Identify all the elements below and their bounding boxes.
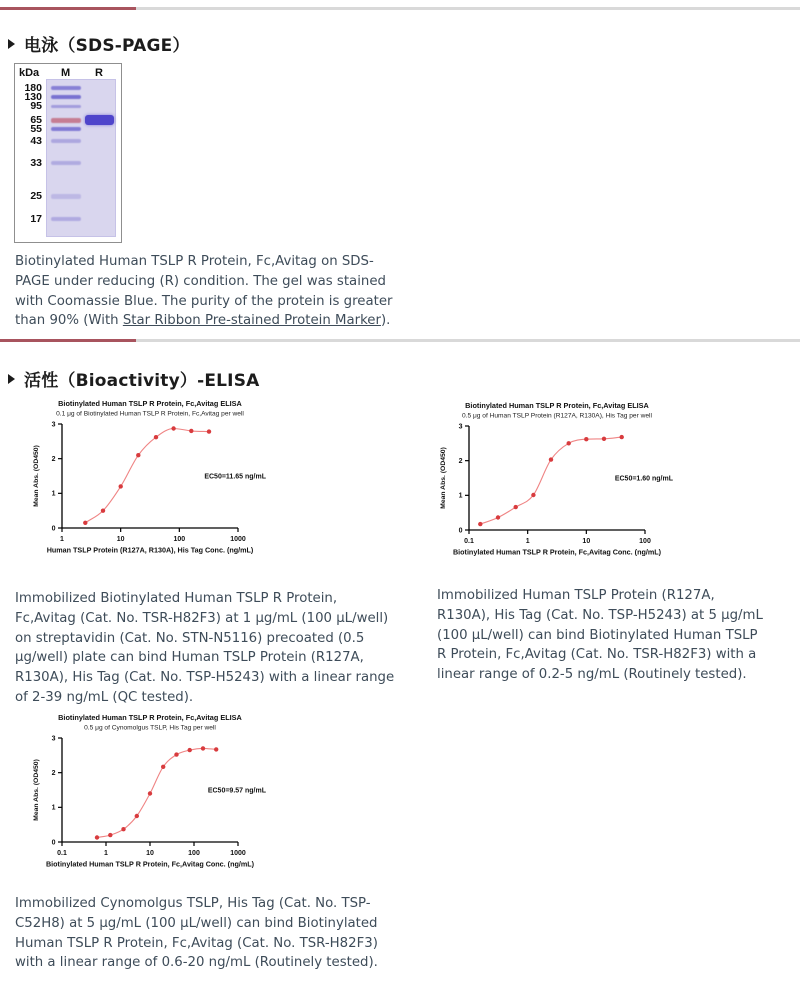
bioactivity-heading-text: 活性（Bioactivity）-ELISA: [24, 371, 260, 391]
x-tick-label: 10: [116, 536, 125, 543]
data-point: [148, 791, 152, 795]
data-point: [478, 522, 482, 526]
section-divider-bioactivity: [0, 339, 800, 342]
elisa-chart-3: [22, 708, 294, 882]
section-divider-top: [0, 7, 800, 10]
gel-kda-value-17: 17: [30, 213, 42, 225]
gel-kda-value-25: 25: [30, 190, 42, 202]
dose-response-curve: [480, 437, 621, 524]
gel-marker-band-180: [51, 86, 81, 90]
x-tick-label: 100: [639, 538, 651, 545]
data-point: [174, 752, 178, 756]
y-tick-label: 1: [458, 492, 463, 500]
divider-accent-bar: [0, 339, 136, 342]
gel-lane-r-label: R: [95, 67, 103, 79]
x-axis-label: Biotinylated Human TSLP R Protein, Fc,Avitag Conc. (ng/mL): [45, 859, 255, 869]
gel-kda-header: kDa: [19, 67, 40, 79]
gel-marker-band-95: [51, 105, 81, 108]
gel-marker-band-55: [51, 127, 81, 131]
data-point: [549, 457, 553, 461]
y-tick-label: 0: [51, 525, 56, 533]
gel-kda-value-55: 55: [30, 123, 42, 135]
x-tick-label: 100: [188, 850, 200, 857]
y-tick-label: 2: [51, 770, 56, 778]
gel-kda-value-65: 65: [30, 114, 42, 126]
data-point: [514, 505, 518, 509]
gel-kda-value-130: 130: [24, 91, 42, 103]
x-axis-label: Biotinylated Human TSLP R Protein, Fc,Avitag Conc. (ng/mL): [452, 547, 662, 557]
ec50-annotation: EC50=9.57 ng/mL: [207, 787, 266, 795]
data-point: [161, 765, 165, 769]
x-tick-label: 1: [60, 536, 64, 543]
elisa-chart-1-svg: [22, 394, 294, 564]
elisa-chart-2: [429, 396, 701, 570]
data-point: [136, 453, 140, 457]
sds-page-heading: [8, 31, 190, 56]
data-point: [101, 509, 105, 513]
y-tick-label: 0: [51, 839, 56, 847]
data-point: [207, 429, 211, 433]
gel-kda-value-33: 33: [30, 157, 42, 169]
y-tick-label: 2: [51, 456, 56, 464]
gel-marker-band-130: [51, 95, 81, 99]
x-tick-label: 1000: [230, 850, 246, 857]
gel-marker-band-43: [51, 139, 81, 143]
gel-kda-value-180: 180: [24, 82, 42, 94]
sds-description-part2: ).: [380, 313, 391, 329]
y-tick-label: 3: [51, 735, 56, 743]
elisa-description-3: Immobilized Cynomolgus TSLP, His Tag (Cat. No. TSP-C52H8) at 5 μg/mL (100 μL/well) can bind Biotinylated Human TSLP R Protein, Fc,Avitag (Cat. No. TSR-H82F3) with a linear range of 0.6-20 ng/mL (Routinely tested).: [15, 896, 378, 971]
y-tick-label: 3: [458, 423, 463, 431]
data-point: [567, 441, 571, 445]
chart-subtitle: 0.1 μg of Biotinylated Human TSLP R Protein, Fc,Avitag per well: [56, 410, 244, 418]
data-point: [531, 493, 535, 497]
y-tick-label: 0: [458, 527, 463, 535]
elisa-chart-3-svg: [22, 708, 294, 878]
gel-kda-value-95: 95: [30, 100, 42, 112]
dose-response-curve: [97, 748, 216, 837]
elisa-description-1: Immobilized Biotinylated Human TSLP R Protein, Fc,Avitag (Cat. No. TSR-H82F3) at 1 μg/mL (100 μL/well) on streptavidin (Cat. No. STN-N5116) precoated (0.5 μg/well) plate can bind Human TSLP Protein (R127A, R130A), His Tag (Cat. No. TSP-H5243) with a linear range of 2-39 ng/mL (QC tested).: [15, 591, 395, 705]
chart-title: Biotinylated Human TSLP R Protein, Fc,Avitag ELISA: [465, 401, 649, 410]
chart-title: Biotinylated Human TSLP R Protein, Fc,Avitag ELISA: [58, 399, 242, 408]
divider-accent-bar: [0, 7, 136, 10]
x-tick-label: 1: [525, 538, 530, 545]
gel-slab: [46, 79, 116, 237]
y-tick-label: 1: [51, 804, 56, 812]
bioactivity-heading: [8, 366, 260, 391]
x-tick-label: 0.1: [464, 538, 474, 545]
x-tick-label: 10: [146, 850, 154, 857]
gel-marker-band-65: [51, 118, 81, 123]
data-point: [201, 746, 205, 750]
data-point: [108, 833, 112, 837]
chart-title: Biotinylated Human TSLP R Protein, Fc,Avitag ELISA: [58, 713, 242, 722]
sds-page-heading-text: 电泳（SDS-PAGE）: [24, 36, 190, 56]
gel-lane-m-label: M: [61, 67, 71, 79]
data-point: [83, 521, 87, 525]
data-point: [119, 484, 123, 488]
ec50-annotation: EC50=11.65 ng/mL: [204, 473, 266, 481]
data-point: [135, 814, 139, 818]
data-point: [496, 515, 500, 519]
triangle-bullet-icon: [8, 39, 15, 49]
data-point: [121, 827, 125, 831]
ec50-annotation: EC50=1.60 ng/mL: [614, 475, 673, 483]
data-point: [188, 748, 192, 752]
dose-response-curve: [85, 429, 209, 523]
gel-marker-band-17: [51, 217, 81, 221]
y-axis-label: Mean Abs. (OD450): [33, 759, 40, 821]
x-axis-label: Human TSLP Protein (R127A, R130A), His Tag Conc. (ng/mL): [46, 545, 254, 555]
triangle-bullet-icon: [8, 374, 15, 384]
y-tick-label: 1: [51, 490, 56, 498]
x-tick-label: 1000: [230, 536, 246, 543]
sds-page-description: [15, 252, 395, 331]
x-tick-label: 10: [582, 538, 591, 545]
gel-sample-band: [85, 115, 114, 125]
protein-marker-link[interactable]: Star Ribbon Pre-stained Protein Marker: [122, 313, 381, 329]
data-point: [584, 437, 588, 441]
x-tick-label: 1: [104, 850, 108, 857]
elisa-description-2: Immobilized Human TSLP Protein (R127A, R130A), His Tag (Cat. No. TSP-H5243) at 5 μg/mL (100 μL/well) can bind Biotinylated Human TSLP R Protein, Fc,Avitag (Cat. No. TSR-H82F3) with a linear range of 0.2-5 ng/mL (Routinely tested).: [437, 588, 763, 683]
x-tick-label: 100: [173, 536, 186, 543]
y-axis-label: Mean Abs. (OD450): [33, 445, 40, 507]
gel-kda-value-43: 43: [30, 135, 42, 147]
data-point: [620, 435, 624, 439]
elisa-chart-1: [22, 394, 294, 568]
data-point: [214, 747, 218, 751]
data-point: [154, 435, 158, 439]
x-tick-label: 0.1: [57, 850, 67, 857]
data-point: [171, 426, 175, 430]
sds-description-part1: Biotinylated Human TSLP R Protein, Fc,Avitag on SDS-PAGE under reducing (R) condition. The gel was stained with Coomassie Blue. The purity of the protein is greater than 90% (With: [15, 254, 393, 329]
y-tick-label: 3: [51, 421, 56, 429]
data-point: [189, 429, 193, 433]
data-point: [602, 437, 606, 441]
elisa-chart-2-svg: [429, 396, 701, 566]
chart-subtitle: 0.5 μg of Cynomolgus TSLP, His Tag per well: [84, 724, 216, 732]
sds-page-gel-figure: [14, 63, 122, 243]
chart-subtitle: 0.5 μg of Human TSLP Protein (R127A, R130A), His Tag per well: [462, 412, 652, 420]
data-point: [95, 835, 99, 839]
y-tick-label: 2: [458, 458, 463, 466]
gel-marker-band-25: [51, 194, 81, 199]
y-axis-label: Mean Abs. (OD450): [440, 447, 447, 509]
gel-marker-band-33: [51, 161, 81, 165]
